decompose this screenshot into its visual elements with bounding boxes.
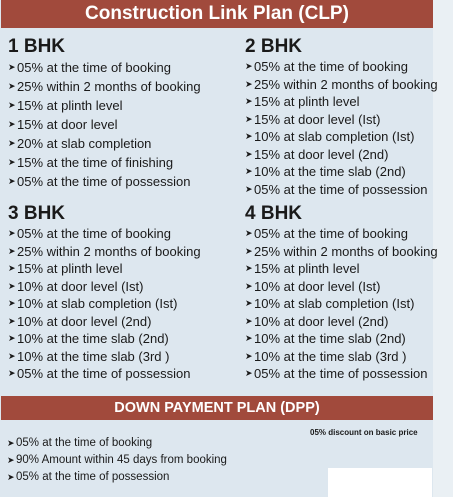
- triangle-right-icon: ➤: [245, 315, 253, 326]
- list-item: ➤ 10% at the time slab (3rd ): [8, 348, 170, 364]
- list-item: ➤ 05% at the time of booking: [8, 60, 171, 75]
- blank-panel: [328, 468, 432, 497]
- plan-3bhk: [8, 203, 201, 383]
- triangle-right-icon: ➤: [8, 298, 16, 308]
- plan-items: [8, 58, 201, 191]
- list-item: ➤ 10% at door level (Ist): [245, 278, 381, 294]
- plan-heading: 2 BHK: [245, 36, 303, 57]
- list-item: ➤ 10% at the time slab (3rd ): [245, 348, 407, 364]
- list-item: ➤ 05% at the time of possession: [245, 181, 428, 197]
- triangle-right-icon: ➤: [245, 96, 253, 106]
- clp-title: Construction Link Plan (CLP): [85, 3, 349, 24]
- list-item: ➤ 05% at the time of booking: [245, 226, 408, 241]
- list-item: ➤ 05% at the time of possession: [8, 366, 191, 381]
- list-item: ➤ 15% at plinth level: [8, 98, 123, 113]
- triangle-right-icon: ➤: [7, 472, 15, 482]
- triangle-right-icon: ➤: [8, 119, 16, 129]
- triangle-right-icon: ➤: [8, 62, 16, 72]
- list-item: ➤ 25% within 2 months of booking: [245, 76, 438, 92]
- list-item: ➤ 90% Amount within 45 days from booking: [7, 452, 227, 469]
- triangle-right-icon: ➤: [8, 333, 16, 343]
- triangle-right-icon: ➤: [8, 176, 16, 186]
- list-item: ➤ 10% at slab completion (Ist): [245, 296, 415, 311]
- triangle-right-icon: ➤: [8, 350, 16, 361]
- list-item: ➤ 15% at plinth level: [245, 261, 360, 276]
- triangle-right-icon: ➤: [8, 138, 16, 148]
- plan-2bhk: [245, 36, 438, 198]
- triangle-right-icon: ➤: [245, 245, 253, 256]
- list-item: ➤ 10% at door level (2nd): [8, 313, 152, 329]
- triangle-right-icon: ➤: [245, 280, 253, 291]
- triangle-right-icon: ➤: [8, 368, 16, 378]
- triangle-right-icon: ➤: [245, 368, 253, 378]
- plan-heading: 4 BHK: [245, 203, 303, 224]
- plan-4bhk: [245, 203, 438, 383]
- triangle-right-icon: ➤: [245, 166, 253, 176]
- list-item: ➤ 10% at the time slab (2nd): [245, 164, 406, 179]
- clp-banner: [1, 0, 433, 28]
- triangle-right-icon: ➤: [245, 113, 253, 124]
- list-item: ➤ 10% at slab completion (Ist): [245, 129, 415, 144]
- triangle-right-icon: ➤: [245, 228, 253, 238]
- plan-1bhk: [8, 36, 201, 191]
- list-item: ➤ 10% at door level (2nd): [245, 313, 389, 329]
- triangle-right-icon: ➤: [8, 280, 16, 291]
- list-item: ➤ 20% at slab completion: [8, 136, 152, 151]
- triangle-right-icon: ➤: [245, 78, 253, 89]
- triangle-right-icon: ➤: [7, 455, 15, 465]
- triangle-right-icon: ➤: [8, 263, 16, 273]
- list-item: ➤ 05% at the time of possession: [8, 174, 191, 189]
- triangle-right-icon: ➤: [245, 148, 253, 159]
- triangle-right-icon: ➤: [8, 245, 16, 256]
- list-item: ➤ 10% at slab completion (Ist): [8, 296, 178, 311]
- list-item: ➤ 05% at the time of booking: [245, 59, 408, 74]
- triangle-right-icon: ➤: [8, 228, 16, 238]
- list-item: ➤ 15% at door level: [8, 117, 118, 132]
- dpp-discount-note: 05% discount on basic price: [310, 428, 418, 437]
- triangle-right-icon: ➤: [245, 183, 253, 194]
- triangle-right-icon: ➤: [245, 61, 253, 71]
- triangle-right-icon: ➤: [245, 350, 253, 361]
- triangle-right-icon: ➤: [8, 157, 16, 167]
- list-item: ➤ 05% at the time of booking: [7, 435, 227, 452]
- triangle-right-icon: ➤: [245, 333, 253, 343]
- dpp-items: [7, 435, 227, 486]
- list-item: ➤ 15% at the time of finishing: [8, 155, 174, 170]
- list-item: ➤ 25% within 2 months of booking: [8, 79, 201, 94]
- plan-items: [245, 58, 438, 198]
- list-item: ➤ 15% at plinth level: [245, 94, 360, 109]
- plan-items: [8, 225, 201, 383]
- list-item: ➤ 25% within 2 months of booking: [245, 243, 438, 259]
- dpp-banner: [1, 396, 433, 420]
- list-item: ➤ 10% at the time slab (2nd): [245, 331, 406, 346]
- list-item: ➤ 15% at door level (Ist): [245, 111, 381, 127]
- list-item: ➤ 05% at the time of booking: [8, 226, 171, 241]
- triangle-right-icon: ➤: [8, 315, 16, 326]
- triangle-right-icon: ➤: [245, 298, 253, 308]
- triangle-right-icon: ➤: [245, 263, 253, 273]
- list-item: ➤ 05% at the time of possession: [245, 366, 428, 381]
- list-item: ➤ 15% at door level (2nd): [245, 146, 389, 162]
- plan-heading: 1 BHK: [8, 36, 66, 57]
- plan-heading: 3 BHK: [8, 203, 66, 224]
- dpp-title: DOWN PAYMENT PLAN (DPP): [114, 400, 320, 416]
- list-item: ➤ 15% at plinth level: [8, 261, 123, 276]
- list-item: ➤ 05% at the time of possession: [7, 469, 227, 486]
- triangle-right-icon: ➤: [245, 131, 253, 141]
- list-item: ➤ 10% at door level (Ist): [8, 278, 144, 294]
- triangle-right-icon: ➤: [7, 438, 15, 448]
- plan-items: [245, 225, 438, 383]
- triangle-right-icon: ➤: [8, 100, 16, 110]
- list-item: ➤ 25% within 2 months of booking: [8, 243, 201, 259]
- triangle-right-icon: ➤: [8, 81, 16, 91]
- list-item: ➤ 10% at the time slab (2nd): [8, 331, 169, 346]
